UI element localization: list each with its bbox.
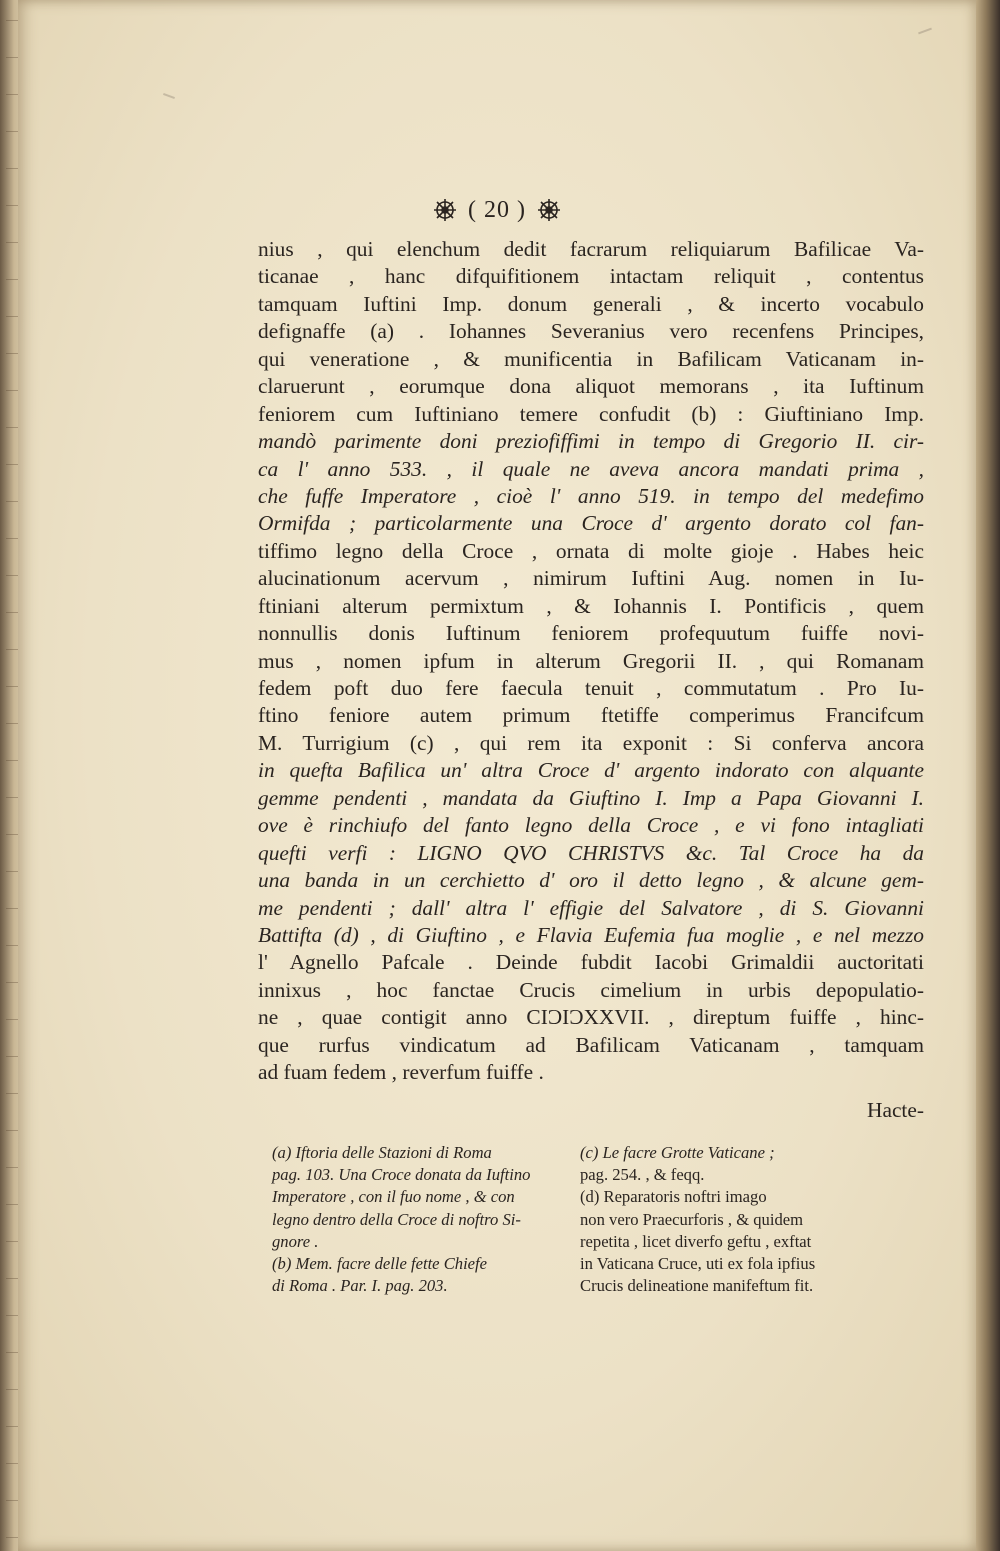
footnote-line: in Vaticana Cruce, uti ex fola ipfius [580,1254,816,1274]
footnote-line: legno dentro della Croce di noftro Si- [272,1209,521,1229]
body-line: tiffimo legno della Croce , ornata di molte gioje . Habes heic [258,538,924,563]
body-line: ca l' anno 533. , il quale ne aveva ancora mandati prima , [258,456,924,481]
body-line: qui veneratione , & munificentia in Bafilicam Vaticanam in- [258,346,924,371]
body-line: nonnullis donis Iuftinum feniorem profequutum fuiffe novi- [258,621,924,646]
footnotes-right [580,1142,926,1297]
body-line: ne , quae contigit anno CIƆIƆXXVII. , direptum fuiffe , hinc- [258,1005,924,1030]
page-number: ( 20 ) [468,196,526,223]
body-line: ftino feniore autem primum ftetiffe comperimus Francifcum [258,703,924,728]
body-line: una banda in un cerchietto d' oro il detto legno , & alcune gem- [258,868,924,893]
page-header [18,196,976,224]
body-line: quefti verfi : LIGNO QVO CHRISTVS &c. Tal Croce ha da [258,840,924,865]
body-line: ftiniani alterum permixtum , & Iohannis I. Pontificis , quem [258,593,924,618]
body-line: ad fuam fedem , reverfum fuiffe . [258,1060,544,1085]
body-line: ove è rinchiufo del fanto legno della Croce , e vi fono intagliati [258,813,924,838]
body-line: Battifta (d) , di Giuftino , e Flavia Eufemia fua moglie , e nel mezzo [258,922,924,947]
body-line: claruerunt , eorumque dona aliquot memorans , ita Iuftinum [258,374,924,399]
catchword: Hacte- [867,1098,924,1122]
body-line: me pendenti ; dall' altra l' effigie del Salvatore , di S. Giovanni [258,895,924,920]
body-line: defignaffe (a) . Iohannes Severanius vero recenfens Principes, [258,319,924,344]
book-page [18,0,976,1551]
body-line: que rurfus vindicatum ad Bafilicam Vaticanam , tamquam [258,1032,924,1057]
body-line: M. Turrigium (c) , qui rem ita exponit : Si conferva ancora [258,730,924,755]
footnote-line: Imperatore , con il fuo nome , & con [272,1187,515,1207]
footnote-line: repetita , licet diverfo geftu , exftat [580,1231,812,1251]
footnote-line: pag. 103. Una Croce donata da Iuftino [272,1165,531,1185]
body-line: l' Agnello Pafcale . Deinde fubdit Iacobi Grimaldii auctoritati [258,950,924,975]
pencil-mark [918,28,932,35]
body-line: ticanae , hanc difquifitionem intactam reliquit , contentus [258,264,924,289]
body-line: alucinationum acervum , nimirum Iuftini Aug. nomen in Iu- [258,566,924,591]
body-line: mus , nomen ipfum in alterum Gregorii II. , qui Romanam [258,648,924,673]
floral-ornament-icon [433,198,457,222]
footnote-line: gnore . [272,1231,319,1251]
body-line: mandò parimente doni preziofiffimi in tempo di Gregorio II. cir- [258,429,924,454]
floral-ornament-icon [537,198,561,222]
footnote-line: (b) Mem. facre delle fette Chiefe [272,1254,488,1274]
footnote-line: pag. 254. , & feqq. [580,1165,705,1185]
body-line: fedem poft duo fere faecula tenuit , commutatum . Pro Iu- [258,676,924,700]
body-line: che fuffe Imperatore , cioè l' anno 519. in tempo del medefimo [258,483,924,508]
footnote-line: (d) Reparatoris noftri imago [580,1187,767,1207]
book-right-edge [976,0,1000,1551]
footnote-line: (c) Le facre Grotte Vaticane ; [580,1143,775,1162]
body-line: nius , qui elenchum dedit facrarum reliquiarum Bafilicae Va- [258,237,924,261]
body-line: feniorem cum Iuftiniano temere confudit (b) : Giuftiniano Imp. [258,401,924,426]
footnote-line: (a) Iftoria delle Stazioni di Roma [272,1143,492,1162]
body-line: innixus , hoc fanctae Crucis cimelium in urbis depopulatio- [258,977,924,1002]
body-line: tamquam Iuftini Imp. donum generali , & incerto vocabulo [258,291,924,316]
footnote-line: non vero Praecurforis , & quidem [580,1209,804,1229]
body-line: in quefta Bafilica un' altra Croce d' argento indorato con alquante [258,758,924,783]
body-line: Ormifda ; particolarmente una Croce d' argento dorato col fan- [258,511,924,536]
footnote-line: Crucis delineatione manifeftum fit. [580,1276,814,1296]
footnotes-left [272,1142,590,1297]
body-text [258,236,924,1087]
pencil-mark [163,93,175,99]
body-line: gemme pendenti , mandata da Giuftino I. Imp a Papa Giovanni I. [258,785,924,810]
footnote-line: di Roma . Par. I. pag. 203. [272,1276,448,1296]
